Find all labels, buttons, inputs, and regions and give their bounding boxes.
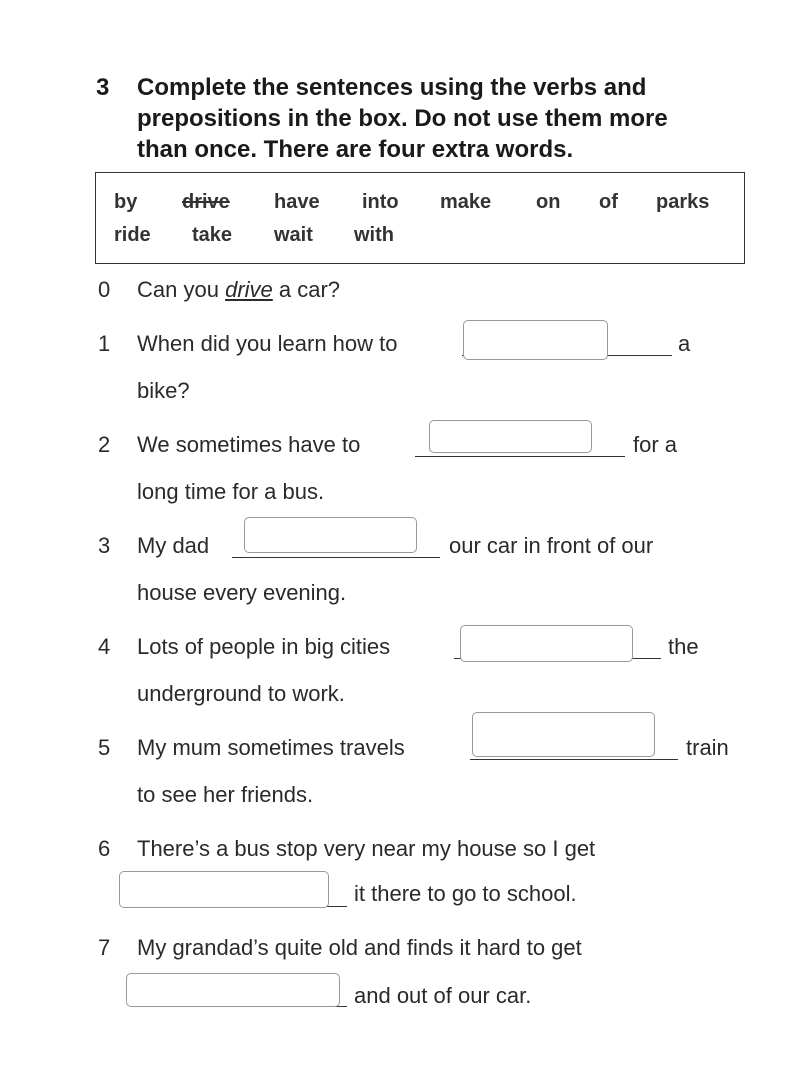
word-have: have [274,191,320,213]
item-2-text-before: We sometimes have to [137,432,361,457]
word-make: make [440,191,492,213]
item-3-answer-input[interactable] [244,517,417,553]
word-into: into [362,191,399,213]
item-6-number: 6 [98,836,111,861]
item-2-answer-input[interactable] [429,420,592,453]
item-3-text-after: our car in front of our [449,533,654,558]
instruction-line-2: prepositions in the box. Do not use them more [137,105,668,132]
item-4-number: 4 [98,634,111,659]
item-6-text-after: it there to go to school. [354,881,577,906]
item-7-text-line1: My grandad’s quite old and finds it hard to get [137,935,582,960]
word-wait: wait [274,224,313,246]
item-3-number: 3 [98,533,111,558]
item-1-text-after: a [678,331,691,356]
item-6-text-line1: There’s a bus stop very near my house so I get [137,836,596,861]
item-2-text-line2: long time for a bus. [137,479,325,504]
item-4-text-before: Lots of people in big cities [137,634,391,659]
instruction-line-1: Complete the sentences using the verbs and [137,74,647,101]
word-of: of [599,191,618,213]
item-1-text-line2: bike? [137,378,190,403]
item-4-text-after: the [668,634,699,659]
item-4-text-line2: underground to work. [137,681,345,706]
example-number: 0 [98,277,111,302]
item-5-number: 5 [98,735,111,760]
item-2-number: 2 [98,432,111,457]
word-on: on [536,191,561,213]
word-by: by [114,191,138,213]
item-3-text-line2: house every evening. [137,580,347,605]
word-drive-crossed: drive [182,191,230,213]
instruction-line-3: than once. There are four extra words. [137,136,574,163]
item-5-text-line2: to see her friends. [137,782,314,807]
example-after: a car? [278,277,341,302]
item-7-answer-input[interactable] [126,973,340,1007]
word-ride: ride [114,224,151,246]
item-2-answer-line [415,456,625,457]
item-3-answer-line [232,557,440,558]
item-4-answer-input[interactable] [460,625,633,662]
word-parks: parks [656,191,710,213]
item-1-text-before: When did you learn how to [137,331,398,356]
word-take: take [192,224,233,246]
item-6-answer-input[interactable] [119,871,329,908]
exercise-number: 3 [96,74,110,101]
item-5-answer-input[interactable] [472,712,655,757]
example-before: Can you [137,277,219,302]
item-5-text-before: My mum sometimes travels [137,735,405,760]
item-7-text-after: and out of our car. [354,983,532,1008]
item-5-text-after: train [686,735,729,760]
item-7-number: 7 [98,935,111,960]
word-box [95,172,745,264]
item-2-text-after: for a [633,432,678,457]
example-answer: drive [225,277,273,302]
word-with: with [354,224,394,246]
item-1-answer-input[interactable] [463,320,608,360]
item-3-text-before: My dad [137,533,210,558]
item-5-answer-line [470,759,678,760]
example-sentence [137,277,340,303]
item-1-number: 1 [98,331,111,356]
